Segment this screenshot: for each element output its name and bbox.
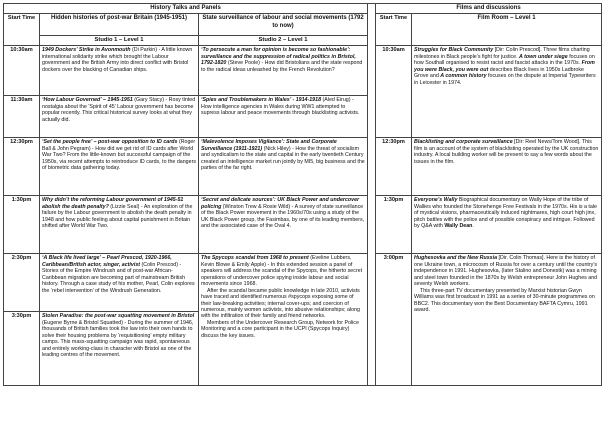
session-description: Members of the Undercover Research Group, Network for Police Monitoring and a core participant in the UCPI (Spycops Inquiry) discuss the key issues. (201, 319, 359, 339)
film-description: [Dir: Reel News/Tom Wood]. This film is an account of the system of blacklisting operated by the UK construction industry. A local building worker will be present to say a few words about the issues in the film. (414, 139, 599, 165)
session-title: Stolen Paradise: the post-war squatting movement in Bristol (42, 313, 195, 320)
session-description: (Nick Hiley) - How the threat of socialism and syndicalism to the state and capital in the early twentieth Century created an intelligence market run jointly by MI5, big business and the parties of the far right. (201, 145, 365, 172)
studio2-theme: State surveillance of labour and social movements (1792 to now) (199, 14, 368, 36)
session-1030-studio1 (40, 46, 199, 96)
session-title: 1949 Dockers’ Strike in Avonmouth (42, 47, 131, 54)
film-title: Hughesovka and the New Russia (414, 255, 498, 262)
session-title: ‘How Labour Governed’ – 1945-1951 (42, 97, 133, 104)
session-1030-studio2 (199, 46, 368, 96)
time-slot: 11:30am (4, 96, 40, 138)
film-struggles (412, 46, 602, 138)
time-slot: 10:30am (4, 46, 40, 96)
session-title: Why didn’t the reforming Labour government of 1945-51 abolish the death penalty? (42, 197, 184, 210)
film-description: focuses on how Southall organised to resist racist and fascist attacks in the 1970s. (414, 53, 595, 67)
programme-table (3, 3, 602, 386)
session-spycops-studio2 (199, 254, 368, 386)
session-description: (Aled Eirug) - How intelligence agencies in Wales during WW1 attempted to supress labour and peace movements through blacklisting activists. (201, 97, 360, 117)
film-title: Everyone’s Wally (414, 197, 458, 204)
film-subtitle: From you were Black, you were out (414, 60, 595, 73)
film-description: describes Black lives in 1950s Ladbroke Grove and (414, 66, 584, 80)
film-time-slot: 3:00pm (376, 254, 412, 386)
session-130-studio1 (40, 196, 199, 254)
film-time-slot: 1:30pm (376, 196, 412, 254)
studio1-level: Studio 1 – Level 1 (40, 36, 199, 46)
session-title: ‘Set the people free’ – post-war opposition to ID cards (42, 139, 178, 146)
time-slot: 12:30pm (4, 138, 40, 196)
session-1230-studio1 (40, 138, 199, 196)
films-header: Films and discussions (376, 4, 602, 14)
session-description: (Roger Ball & John Pegram) - How did we get rid of ID cards after World War Two? From the little-known but successful campaign of the 1950s, via recent attempts to reintroduce ID cards, to the dangers of biometric data gathering today. (42, 139, 196, 172)
start-time-header-films: Start Time (376, 14, 412, 46)
talks-header: History Talks and Panels (4, 4, 368, 14)
film-description: [Dir. Colin Thomas]. Here is the history of one Ukraine town, a microcosm of Russia for over a century until the country’s independence in 1991. Hughesovka, (later Stalino and Donestk) was a mining and steel town founded in the 1870s by Welsh entrepreneur John Hughes and seventy Welsh workers. (414, 255, 598, 288)
film-subtitle: A common history (440, 73, 487, 80)
film-title: Blacklisting and corporate surveillance (414, 139, 513, 146)
film-subtitle: A town under siege (519, 53, 568, 60)
film-everyones-wally (412, 196, 602, 254)
session-1130-studio2 (199, 96, 368, 138)
guest-name: Wally Dean (444, 223, 473, 230)
film-blacklisting (412, 138, 602, 196)
session-title: ‘Secret and delicate sources’: UK Black Power and undercover policing (201, 197, 360, 210)
session-1130-studio1 (40, 96, 199, 138)
film-hughesovka (412, 254, 602, 386)
session-description: (Colin Prescod) - Stories of the Empire Windrush and of post-war African-Caribbean migration are becoming part of mainstream British history. Through a case study of his mother, Pearl, Colin explores the ‘rebel intervention’ of the Windrush Generation. (42, 261, 195, 294)
session-1230-studio2 (199, 138, 368, 196)
film-title: Struggles for Black Community (414, 47, 494, 54)
session-description: (Di Parkin) - A little known international solidarity strike which brought the Labour government and the British Army into direct conflict with Bristol dockers over the blacking of Canadian ships. (42, 47, 193, 73)
time-slot: 1:30pm (4, 196, 40, 254)
session-title: ‘A Black life lived large’ – Pearl Prescod, 1920-1966, Caribbean/British actor, singer, activist (42, 255, 172, 268)
session-description: After the scandal became public knowledge in late 2010, activists have traced and identified numerous #spycops exposing some of their law-breaking activities; internal cover-ups; and coercion of numerous, mainly women activists, into abusive relationships; along with the infiltration of their family and friend networks. (201, 287, 360, 320)
session-description: (Eugene Byrne & Bristol Squatted) - During the summer of 1946, thousands of British families took the law into their own hands to solve their housing problems by ‘requisitioning’ empty military camps. This mass-squatting campaign was rapid, spontaneous and entirely working-class in character with Bristol as one of the leading centres of the movement. (42, 319, 194, 359)
film-description: . (472, 223, 474, 230)
film-description: [Dir: Colin Prescod]. Three films charting milestones in Black people’s fight for justice. (414, 47, 590, 60)
session-title: ‘Malevolence Imposes Vigilance’: State and Corporate Surveillance (1911-1921) (201, 139, 337, 152)
column-gap (368, 4, 376, 386)
session-description: (Lizzie Seal) - An exploration of the failure by the Labour government to abolish the death penalty in 1948 and how public feeling about capital punishment in Britain shifted after World War Two. (42, 203, 193, 230)
time-slot: 2:30pm (4, 254, 40, 312)
film-time-slot: 12:30pm (376, 138, 412, 196)
time-slot: 3:30pm (4, 312, 40, 386)
session-130-studio2 (199, 196, 368, 254)
start-time-header: Start Time (4, 14, 40, 46)
session-description: (Gary Stacy) - Rosy tinted nostalgia about the ‘Spirit of 45’ Labour government has become popular recently. This critical historical survey looks at what they actually did. (42, 97, 196, 123)
session-230-studio1 (40, 254, 199, 312)
studio1-theme: Hidden histories of post-war Britain (1945-1951) (40, 14, 199, 36)
film-room-header: Film Room – Level 1 (412, 14, 602, 46)
session-title: The Spycops scandal from 1968 to present (201, 255, 309, 262)
session-title: ‘To persecute a man for opinion is become so fashionable’: surveillance and the suppression of radical politics in Bristol, 1792-1820 (201, 47, 356, 67)
session-description: (Steve Poole) - How did Bristolians and the state respond to the radical ideas unleashed by the French Revolution? (201, 60, 363, 73)
session-description: (Eveline Lubbers, Kevin Blowe & Emily Apple) - In this extended session a panel of speakers will address the scandal of the Spycops, the hitherto secret operations of undercover police spying inside labour and social movements since 1968. (201, 255, 363, 288)
session-330-studio1 (40, 312, 199, 386)
film-time-slot: 10:30am (376, 46, 412, 138)
film-description: This three-part TV documentary presented by Marxist historian Gwyn Williams was first broadcast in 1991 as a series of 30-minute programmes on BBC2. This documentary won the Best Documentary BAFTA Cymru, 1991 award. (414, 287, 595, 313)
session-description: (Winston Trew & Rosie Wild) - A survey of state surveillance of the Black Power movement in the 1960s/70s using a study of the UK Black Power group, the Fasimbas, by one of its leading members, and the associated case of the Oval 4. (201, 203, 365, 230)
session-title: ‘Spies and Troublemakers in Wales’ - 1914-1918 (201, 97, 322, 104)
film-description: focuses on the dispute at Imperial Typewriters in Leicester in 1974. (414, 73, 596, 86)
studio2-level: Studio 2 – Level 1 (199, 36, 368, 46)
film-description: Biographical documentary on Wally Hope of the tribe of Wallies who founded the Stonehenge Free Festivals in the 1970s. His is a tale of mystical visions, pharmaceutically induced nightmares, high court high jinx, pitch battles with the police and of possible conspiracy and intrigue. Followed by Q&A with (414, 197, 597, 230)
programme-sheet (3, 3, 601, 421)
